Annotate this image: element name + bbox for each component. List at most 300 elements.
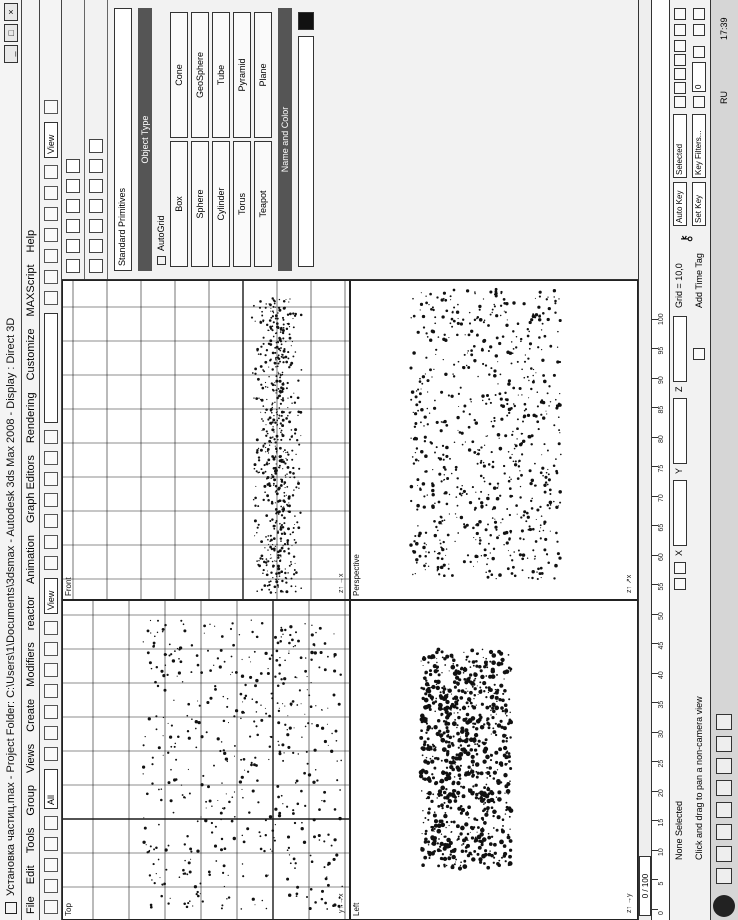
particle bbox=[433, 520, 436, 523]
particle bbox=[274, 303, 276, 305]
move-icon[interactable] bbox=[44, 663, 58, 677]
particle bbox=[486, 811, 488, 813]
particle bbox=[508, 793, 509, 794]
zoom-all-icon[interactable] bbox=[674, 8, 686, 20]
particle bbox=[248, 811, 250, 813]
sphere-button[interactable]: Sphere bbox=[191, 141, 209, 267]
particle bbox=[480, 505, 483, 508]
particle bbox=[426, 728, 429, 731]
particle bbox=[232, 672, 233, 673]
menu-file[interactable]: File bbox=[24, 896, 37, 914]
particle bbox=[187, 703, 190, 706]
particle bbox=[481, 348, 483, 350]
particle bbox=[423, 856, 427, 860]
pan-view-icon[interactable] bbox=[693, 24, 705, 36]
menu-edit[interactable]: Edit bbox=[24, 865, 37, 885]
edit-named-selection-icon[interactable] bbox=[44, 430, 58, 444]
particle bbox=[281, 399, 282, 400]
particle bbox=[335, 730, 338, 733]
menu-tools[interactable]: Tools bbox=[24, 827, 37, 854]
particle bbox=[513, 403, 515, 405]
particle bbox=[436, 797, 437, 798]
particle bbox=[276, 346, 279, 349]
redo-icon[interactable] bbox=[44, 879, 58, 893]
snap-toggle-icon[interactable] bbox=[44, 514, 58, 528]
material-editor-icon[interactable] bbox=[44, 186, 58, 200]
go-to-end-icon[interactable] bbox=[674, 40, 686, 52]
particle bbox=[470, 349, 473, 352]
particle bbox=[267, 499, 270, 502]
particle bbox=[542, 323, 544, 325]
z-label: Z bbox=[674, 386, 684, 392]
selection-filter-dropdown[interactable]: All bbox=[44, 769, 58, 809]
time-tag-icon[interactable] bbox=[693, 348, 705, 360]
z-coordinate-input[interactable] bbox=[673, 316, 687, 382]
particle bbox=[162, 631, 164, 633]
particle bbox=[150, 906, 153, 909]
particle bbox=[283, 522, 285, 524]
menu-graph-editors[interactable]: Graph Editors bbox=[24, 455, 37, 524]
particle bbox=[465, 731, 469, 735]
particle bbox=[223, 720, 226, 723]
particle bbox=[426, 798, 428, 800]
particle bbox=[415, 403, 418, 406]
create-tab-icon[interactable] bbox=[66, 259, 80, 273]
language-indicator[interactable]: RU bbox=[719, 91, 729, 104]
align-icon[interactable] bbox=[44, 270, 58, 284]
menu-help[interactable]: Help bbox=[24, 229, 37, 253]
particle bbox=[433, 813, 437, 817]
particle bbox=[261, 418, 263, 420]
particle bbox=[522, 302, 525, 305]
particle bbox=[151, 782, 153, 784]
taskbar-app-icon[interactable] bbox=[716, 736, 732, 752]
hierarchy-tab-icon[interactable] bbox=[66, 219, 80, 233]
particle bbox=[271, 297, 273, 299]
particle bbox=[445, 710, 449, 714]
particle bbox=[437, 568, 439, 570]
particle bbox=[259, 835, 261, 837]
rectangular-selection-icon[interactable] bbox=[44, 705, 58, 719]
window-crossing-icon[interactable] bbox=[44, 684, 58, 698]
particle bbox=[478, 840, 481, 843]
bind-space-warp-icon[interactable] bbox=[44, 816, 58, 830]
auto-key-button[interactable]: Auto Key bbox=[673, 182, 687, 226]
particle bbox=[244, 684, 246, 686]
particle bbox=[309, 907, 312, 910]
particle bbox=[175, 743, 177, 745]
particle bbox=[436, 662, 437, 663]
particle bbox=[519, 537, 521, 539]
absolute-mode-icon[interactable] bbox=[674, 562, 686, 574]
particle bbox=[478, 498, 480, 500]
particle bbox=[505, 531, 508, 534]
particle bbox=[431, 376, 432, 377]
particle bbox=[277, 684, 280, 687]
current-frame-input[interactable]: 0 bbox=[692, 62, 706, 92]
track-tick bbox=[652, 909, 658, 910]
selection-lock-icon[interactable] bbox=[674, 578, 686, 590]
menu-modifiers[interactable]: Modifiers bbox=[24, 642, 37, 687]
particle bbox=[469, 413, 471, 415]
particle bbox=[270, 849, 271, 850]
cameras-icon[interactable] bbox=[89, 199, 103, 213]
particle bbox=[289, 476, 291, 478]
particle bbox=[429, 708, 432, 711]
menu-customize[interactable]: Customize bbox=[24, 328, 37, 381]
close-button[interactable]: × bbox=[4, 3, 18, 21]
particle bbox=[268, 589, 270, 591]
y-coordinate-input[interactable] bbox=[673, 398, 687, 464]
play-icon[interactable] bbox=[674, 68, 686, 80]
start-button[interactable] bbox=[713, 895, 735, 917]
set-key-button[interactable]: Set Key bbox=[692, 182, 706, 226]
select-by-name-icon[interactable] bbox=[44, 726, 58, 740]
particle bbox=[264, 491, 266, 493]
particle bbox=[274, 300, 276, 302]
taskbar-app-icon[interactable] bbox=[716, 758, 732, 774]
mirror-icon[interactable] bbox=[44, 291, 58, 305]
particle bbox=[278, 487, 281, 490]
particle bbox=[239, 634, 240, 635]
particle bbox=[289, 326, 290, 327]
particle bbox=[478, 694, 479, 695]
particle bbox=[492, 309, 494, 311]
particle bbox=[283, 350, 286, 353]
particle bbox=[287, 849, 289, 851]
menu-group[interactable]: Group bbox=[24, 785, 37, 816]
particle bbox=[265, 307, 267, 309]
particle bbox=[495, 354, 498, 357]
taskbar-app-icon[interactable] bbox=[716, 802, 732, 818]
particle bbox=[415, 558, 418, 561]
menu-maxscript[interactable]: MAXScript bbox=[24, 264, 37, 317]
particle bbox=[457, 532, 459, 534]
particle bbox=[296, 892, 299, 895]
particle bbox=[547, 296, 548, 297]
particle bbox=[455, 859, 457, 861]
particle bbox=[431, 482, 434, 485]
particle bbox=[467, 833, 470, 836]
particle bbox=[470, 330, 473, 333]
particle bbox=[536, 420, 539, 423]
particle bbox=[483, 465, 486, 468]
cylinder-button[interactable]: Cylinder bbox=[212, 141, 230, 267]
particle bbox=[282, 361, 284, 363]
particle bbox=[482, 681, 486, 685]
maximize-button[interactable]: □ bbox=[4, 24, 18, 42]
object-color-swatch[interactable] bbox=[298, 12, 314, 30]
scale-icon[interactable] bbox=[44, 621, 58, 635]
particle bbox=[288, 301, 289, 302]
zoom-icon[interactable] bbox=[674, 24, 686, 36]
display-tab-icon[interactable] bbox=[66, 179, 80, 193]
particle bbox=[464, 354, 466, 356]
particle bbox=[486, 563, 488, 565]
viewport-label-top[interactable]: Top bbox=[64, 903, 73, 916]
particle bbox=[307, 763, 309, 765]
modify-tab-icon[interactable] bbox=[66, 239, 80, 253]
particle bbox=[455, 513, 456, 514]
key-filters-button[interactable]: Key Filters... bbox=[692, 114, 706, 178]
clock[interactable]: 17:39 bbox=[719, 17, 729, 40]
particle bbox=[156, 728, 158, 730]
particle bbox=[410, 399, 412, 401]
minimize-button[interactable]: _ bbox=[4, 45, 18, 63]
particle bbox=[441, 823, 446, 828]
object-name-input[interactable] bbox=[298, 36, 314, 267]
geometry-icon[interactable] bbox=[89, 259, 103, 273]
particle bbox=[420, 450, 423, 453]
particle bbox=[341, 886, 343, 888]
particle bbox=[477, 720, 479, 722]
particle bbox=[465, 334, 466, 335]
particle bbox=[310, 651, 313, 654]
particle bbox=[543, 443, 545, 445]
menu-animation[interactable]: Animation bbox=[24, 535, 37, 584]
percent-snap-icon[interactable] bbox=[44, 472, 58, 486]
particle bbox=[505, 860, 507, 862]
render-setup-icon[interactable] bbox=[44, 165, 58, 179]
render-view-dropdown[interactable]: View bbox=[44, 122, 58, 158]
particle bbox=[278, 664, 281, 667]
particle bbox=[266, 303, 267, 304]
particle bbox=[291, 436, 293, 438]
rotate-icon[interactable] bbox=[44, 642, 58, 656]
particle bbox=[449, 494, 450, 495]
particle bbox=[272, 329, 274, 331]
particle bbox=[260, 353, 262, 355]
particle bbox=[416, 478, 419, 481]
particle bbox=[514, 405, 516, 407]
particle bbox=[206, 701, 209, 704]
selection-status: None Selected bbox=[674, 800, 684, 860]
unlink-icon[interactable] bbox=[44, 837, 58, 851]
particle bbox=[466, 289, 469, 292]
particle bbox=[292, 752, 294, 754]
particle bbox=[277, 365, 279, 367]
particle bbox=[293, 326, 295, 328]
particle bbox=[440, 391, 443, 394]
particle bbox=[445, 740, 448, 743]
particle bbox=[471, 755, 475, 759]
particle bbox=[293, 489, 294, 490]
create-category-icons bbox=[85, 0, 108, 279]
named-selection-dropdown[interactable] bbox=[44, 313, 58, 423]
menu-views[interactable]: Views bbox=[24, 743, 37, 774]
x-coordinate-input[interactable] bbox=[673, 480, 687, 546]
particle bbox=[246, 827, 249, 830]
particle bbox=[324, 668, 327, 671]
particle bbox=[503, 689, 507, 693]
particle bbox=[502, 693, 504, 695]
taskbar-app-icon[interactable] bbox=[716, 714, 732, 730]
particle bbox=[263, 428, 265, 430]
key-mode-dropdown[interactable]: Selected bbox=[673, 114, 687, 178]
particle bbox=[295, 782, 297, 784]
undo-icon[interactable] bbox=[44, 900, 58, 914]
systems-icon[interactable] bbox=[89, 139, 103, 153]
next-frame-icon[interactable] bbox=[674, 54, 686, 66]
particle bbox=[142, 766, 145, 769]
pivot-point-icon[interactable] bbox=[44, 556, 58, 570]
particle bbox=[536, 519, 537, 520]
viewport-front[interactable] bbox=[62, 280, 350, 600]
particle bbox=[484, 319, 486, 321]
particle bbox=[178, 658, 180, 660]
pyramid-button[interactable]: Pyramid bbox=[233, 12, 251, 138]
particle bbox=[522, 569, 524, 571]
key-icon[interactable]: ⚷ bbox=[678, 233, 694, 244]
object-type-rollout[interactable]: Object Type bbox=[138, 8, 152, 271]
particle bbox=[555, 532, 558, 535]
spinner-snap-icon[interactable] bbox=[44, 451, 58, 465]
previous-frame-icon[interactable] bbox=[674, 82, 686, 94]
time-slider[interactable] bbox=[638, 0, 652, 920]
primitive-category-dropdown[interactable]: Standard Primitives bbox=[114, 8, 132, 271]
particle bbox=[453, 320, 456, 323]
particle bbox=[553, 291, 554, 292]
particle bbox=[535, 540, 538, 543]
particle bbox=[500, 398, 503, 401]
layer-manager-icon[interactable] bbox=[44, 249, 58, 263]
particle bbox=[220, 819, 221, 820]
particle bbox=[200, 735, 203, 738]
particle bbox=[518, 395, 519, 396]
particle bbox=[319, 627, 322, 630]
particle bbox=[288, 552, 291, 555]
quick-render-icon[interactable] bbox=[44, 100, 58, 114]
particle bbox=[422, 315, 425, 318]
particle bbox=[542, 416, 545, 419]
particle bbox=[446, 821, 448, 823]
particle bbox=[290, 396, 292, 398]
particle bbox=[444, 479, 445, 480]
particle bbox=[203, 625, 206, 628]
schematic-view-icon[interactable] bbox=[44, 207, 58, 221]
viewport-label-front[interactable]: Front bbox=[64, 577, 73, 596]
shapes-icon[interactable] bbox=[89, 239, 103, 253]
space-warps-icon[interactable] bbox=[89, 159, 103, 173]
viewport-label-perspective[interactable]: Perspective bbox=[352, 554, 361, 596]
link-icon[interactable] bbox=[44, 858, 58, 872]
time-configuration-icon[interactable] bbox=[693, 46, 705, 58]
particle bbox=[257, 378, 260, 381]
particle bbox=[217, 657, 219, 659]
lights-icon[interactable] bbox=[89, 219, 103, 233]
particle bbox=[242, 701, 243, 702]
menu-create[interactable]: Create bbox=[24, 698, 37, 732]
go-to-start-icon[interactable] bbox=[674, 96, 686, 108]
particle bbox=[278, 812, 281, 815]
particle bbox=[197, 700, 198, 701]
particle bbox=[165, 664, 167, 666]
key-mode-icon[interactable] bbox=[693, 96, 705, 108]
particle bbox=[276, 544, 277, 545]
tube-button[interactable]: Tube bbox=[212, 12, 230, 138]
particle bbox=[460, 748, 464, 752]
particle bbox=[200, 883, 202, 885]
menu-rendering[interactable]: Rendering bbox=[24, 392, 37, 444]
particle bbox=[498, 485, 499, 486]
particle bbox=[273, 467, 276, 470]
viewport-perspective[interactable] bbox=[350, 280, 638, 600]
particle bbox=[233, 837, 236, 840]
particle bbox=[474, 291, 476, 293]
particle bbox=[422, 810, 423, 811]
particle bbox=[443, 459, 445, 461]
utilities-tab-icon[interactable] bbox=[66, 159, 80, 173]
taskbar-app-icon[interactable] bbox=[716, 868, 732, 884]
particle bbox=[547, 392, 549, 394]
particle bbox=[419, 488, 422, 491]
particle bbox=[416, 509, 418, 511]
particle bbox=[146, 844, 147, 845]
particle bbox=[475, 665, 478, 668]
box-button[interactable]: Box bbox=[170, 141, 188, 267]
autogrid-checkbox[interactable] bbox=[157, 256, 166, 265]
time-slider-thumb[interactable]: 0 / 100 bbox=[639, 856, 651, 916]
reference-coord-dropdown[interactable]: View bbox=[44, 578, 58, 614]
maximize-viewport-icon[interactable] bbox=[693, 8, 705, 20]
taskbar-app-icon[interactable] bbox=[716, 824, 732, 840]
curve-editor-icon[interactable] bbox=[44, 228, 58, 242]
particle bbox=[183, 796, 185, 798]
select-object-icon[interactable] bbox=[44, 747, 58, 761]
particle bbox=[264, 547, 265, 548]
viewport-label-left[interactable]: Left bbox=[352, 902, 361, 916]
particle bbox=[307, 676, 308, 677]
viewport-top[interactable] bbox=[62, 600, 350, 920]
particle bbox=[220, 812, 223, 815]
motion-tab-icon[interactable] bbox=[66, 199, 80, 213]
particle bbox=[425, 717, 428, 720]
particle bbox=[179, 876, 181, 878]
track-bar[interactable] bbox=[652, 0, 670, 920]
particle bbox=[525, 520, 527, 522]
particle bbox=[457, 712, 459, 714]
add-time-tag[interactable]: Add Time Tag bbox=[694, 253, 704, 308]
select-manipulate-icon[interactable] bbox=[44, 535, 58, 549]
angle-snap-icon[interactable] bbox=[44, 493, 58, 507]
particle bbox=[274, 560, 275, 561]
viewport-front-canvas bbox=[63, 280, 350, 599]
geosphere-button[interactable]: GeoSphere bbox=[191, 12, 209, 138]
helpers-icon[interactable] bbox=[89, 179, 103, 193]
particle bbox=[434, 811, 436, 813]
particle bbox=[306, 751, 308, 753]
cone-button[interactable]: Cone bbox=[170, 12, 188, 138]
menu-bar bbox=[22, 0, 40, 920]
taskbar-app-icon[interactable] bbox=[716, 780, 732, 796]
viewport-left[interactable] bbox=[350, 600, 638, 920]
particle bbox=[330, 750, 333, 753]
particle bbox=[281, 430, 283, 432]
particle bbox=[449, 513, 450, 514]
particle bbox=[550, 504, 552, 506]
particle bbox=[472, 764, 474, 766]
particle bbox=[518, 550, 520, 552]
particle bbox=[278, 672, 280, 674]
teapot-button[interactable]: Teapot bbox=[254, 141, 272, 267]
particle bbox=[504, 311, 505, 312]
plane-button[interactable]: Plane bbox=[254, 12, 272, 138]
taskbar-app-icon[interactable] bbox=[716, 846, 732, 862]
name-and-color-rollout[interactable]: Name and Color bbox=[278, 8, 292, 271]
menu-reactor[interactable]: reactor bbox=[24, 595, 37, 631]
torus-button[interactable]: Torus bbox=[233, 141, 251, 267]
particle bbox=[271, 412, 273, 414]
